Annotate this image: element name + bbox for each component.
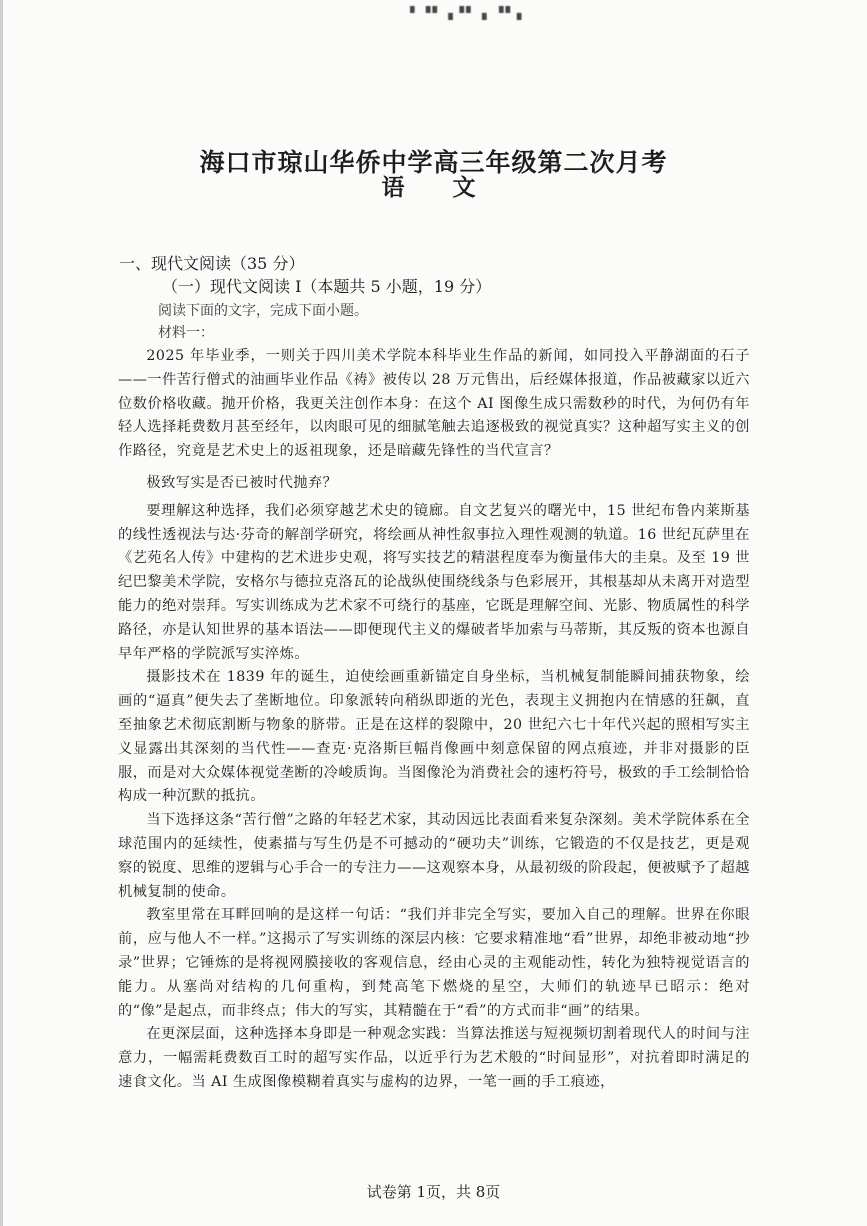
subsection-heading: （一）现代文阅读 I（本题共 5 小题，19 分） [162, 277, 492, 296]
page-footer: 试卷第 1页，共 8页 [366, 1183, 501, 1201]
passage-question-line: 极致写实是否已被时代抛弃？ [146, 474, 338, 491]
exam-title: 海口市琼山华侨中学高三年级第二次月考 [199, 148, 668, 177]
passage-paragraph: 在更深层面，这种选择本身即是一种观念实践：当算法推送与短视频切割着现代人的时间与注意力，一幅需耗费数百工时的超写实作品，以近乎行为艺术般的“时间显形”，对抗着即时满足的速食文化。当 AI 生成图像模糊着真实与虚构的边界，一笔一画的手工痕迹， [118, 1026, 750, 1090]
material-label: 材料一： [158, 325, 214, 341]
reading-instruction: 阅读下面的文字，完成下面小题。 [158, 303, 368, 319]
passage-body [118, 345, 750, 1095]
section-heading: 一、现代文阅读（35 分） [119, 254, 305, 273]
passage-paragraph: 摄影技术在 1839 年的诞生，迫使绘画重新锚定自身坐标，当机械复制能瞬间捕获物象，绘画的“逼真”便失去了垄断地位。印象派转向稍纵即逝的光色，表现主义拥抱内在情感的狂飙，直至抽象艺术彻底割断与物象的脐带。正是在这样的裂隙中，20 世纪六七十年代兴起的照相写实主义显露出其深刻的当代性——查克·克洛斯巨幅肖像画中刻意保留的网点痕迹，并非对摄影的臣服，而是对大众媒体视觉垄断的冷峻质询。当图像沦为消费社会的速朽符号，极致的手工绘制恰恰构成一种沉默的抵抗。 [118, 669, 750, 805]
passage-paragraph: 当下选择这条“苦行僧”之路的年轻艺术家，其动因远比表面看来复杂深刻。美术学院体系在全球范围内的延续性，使素描与写生仍是不可撼动的“硬功夫”训练，它锻造的不仅是技艺，更是观察的锐度、思维的逻辑与心手合一的专注力——这观察本身，从最初级的阶段起，便被赋予了超越机械复制的使命。 [118, 812, 750, 900]
passage-paragraph: 要理解这种选择，我们必须穿越艺术史的镜廊。自文艺复兴的曙光中，15 世纪布鲁内莱斯基的线性透视法与达·芬奇的解剖学研究，将绘画从神性叙事拉入理性观测的轨道。16 世纪瓦萨里在《艺苑名人传》中建构的艺术进步史观，将写实技艺的精湛程度奉为衡量伟大的圭臬。及至 19 世纪巴黎美术学院，安格尔与德拉克洛瓦的论战纵使围绕线条与色彩展开，其根基却从未离开对造型能力的绝对崇拜。写实训练成为艺术家不可绕行的基座，它既是理解空间、光影、物质属性的科学路径，亦是认知世界的基本语法——即便现代主义的爆破者毕加索与马蒂斯，其反叛的资本也源自早年严格的学院派写实淬炼。 [118, 502, 750, 662]
exam-subject: 语 文 [381, 174, 496, 201]
passage-paragraph: 教室里常在耳畔回响的是这样一句话：“我们并非完全写实，要加入自己的理解。世界在你眼前，应与他人不一样。”这揭示了写实训练的深层内核：它要求精准地“看”世界，却绝非被动地“抄录”世界；它锤炼的是将视网膜接收的客观信息，经由心灵的主观能动性，转化为独特视觉语言的能力。从塞尚对结构的几何重构，到梵高笔下燃烧的星空，大师们的轨迹早已昭示：绝对的“像”是起点，而非终点；伟大的写实，其精髓在于“看”的方式而非“画”的结果。 [118, 907, 750, 1019]
passage-paragraph: 2025 年毕业季，一则关于四川美术学院本科毕业生作品的新闻，如同投入平静湖面的石子——一件苦行僧式的油画毕业作品《祷》被传以 28 万元售出，后经媒体报道，作品被藏家以近六位数价格收藏。抛开价格，我更关注创作本身：在这个 AI 图像生成只需数秒的时代，为何仍有年轻人选择耗费数月甚至经年，以肉眼可见的细腻笔触去追逐极致的视觉真实？这种超写实主义的创作路径，究竟是艺术史上的返祖现象，还是暗藏先锋性的当代宣言？ [118, 348, 750, 460]
scan-artifact: ▘▝▘▗▝▘▗ ▝▘▖ [410, 6, 529, 20]
